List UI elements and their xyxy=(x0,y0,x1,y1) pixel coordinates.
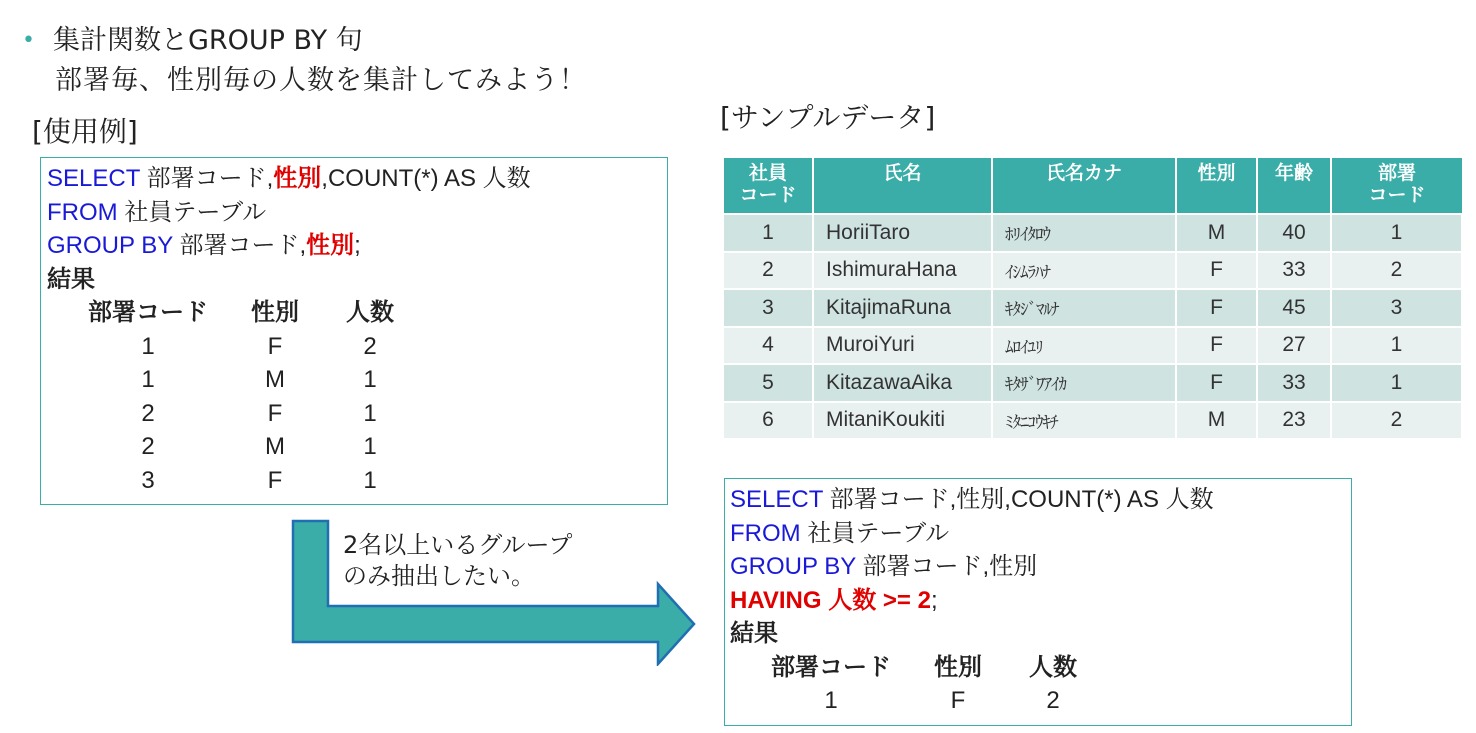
result-cell: 2 xyxy=(141,399,155,427)
sample-header-gender: 性別 xyxy=(1176,158,1257,214)
heading-title xyxy=(22,18,363,57)
cell-kana: ﾐﾀﾆｺｳｷﾁ xyxy=(992,402,1176,440)
result-header-row xyxy=(73,296,413,330)
sql-select-cols-rest: ,COUNT(*) AS 人数 xyxy=(321,165,531,192)
sample-header-name: 氏名 xyxy=(813,158,992,214)
cell-kana: ｷﾀｻﾞﾜｱｲｶ xyxy=(992,364,1176,402)
result-cell: F xyxy=(950,687,966,714)
table-row xyxy=(73,330,413,364)
result-cell: 2 xyxy=(141,433,155,460)
having-code-box xyxy=(724,478,1352,726)
heading-subtitle: 部署毎、性別毎の人数を集計してみよう！ xyxy=(55,65,587,96)
cell-age: 33 xyxy=(1257,364,1331,402)
result-cell: F xyxy=(267,399,283,427)
sql-having-line xyxy=(730,584,1351,618)
sql-having-end: ; xyxy=(930,586,938,614)
sql-keyword-from: FROM xyxy=(730,519,801,547)
result-cell: 1 xyxy=(363,433,377,460)
sql-group-highlight: 性別 xyxy=(306,232,355,259)
sql-group-line xyxy=(47,229,667,263)
result-cell: M xyxy=(265,366,285,393)
bullet-icon: • xyxy=(22,28,35,53)
cell-kana: ｷﾀｼﾞﾏﾙﾅ xyxy=(992,289,1176,327)
sql-select-cols: 部署コード,性別,COUNT(*) AS 人数 xyxy=(822,486,1214,513)
result-cell: 3 xyxy=(141,466,155,494)
table-row xyxy=(73,464,413,498)
table-row xyxy=(756,684,1096,718)
sql-group-cols: 部署コード, xyxy=(172,232,307,259)
sql-keyword-group: GROUP BY xyxy=(730,553,856,580)
table-row xyxy=(73,397,413,431)
sql-select-line xyxy=(730,483,1351,517)
result-cell: 2 xyxy=(1046,687,1060,714)
result-cell: F xyxy=(267,466,283,494)
sample-header-dept-code xyxy=(1331,158,1462,214)
result-cell: M xyxy=(265,433,285,460)
cell-dept-code: 2 xyxy=(1331,402,1462,440)
sample-header-age: 年齢 xyxy=(1257,158,1331,214)
cell-dept-code: 3 xyxy=(1331,289,1462,327)
sql-keyword-from: FROM xyxy=(47,198,118,226)
result-header: 人数 xyxy=(346,299,394,326)
cell-name: IshimuraHana xyxy=(813,252,992,290)
cell-gender: F xyxy=(1176,364,1257,402)
result-cell: 1 xyxy=(363,466,377,494)
arrow-note xyxy=(343,530,572,592)
cell-emp-code: 5 xyxy=(724,364,813,402)
cell-emp-code: 3 xyxy=(724,289,813,327)
cell-name: MuroiYuri xyxy=(813,327,992,365)
sample-header-row xyxy=(724,158,1462,214)
cell-age: 27 xyxy=(1257,327,1331,365)
cell-age: 33 xyxy=(1257,252,1331,290)
sample-label: [サンプルデータ] xyxy=(720,101,936,134)
header-text: 社員 コード xyxy=(739,163,797,206)
table-row xyxy=(724,289,1462,327)
cell-age: 45 xyxy=(1257,289,1331,327)
arrow-note-line: のみ抽出したい。 xyxy=(343,562,535,590)
cell-name: KitazawaAika xyxy=(813,364,992,402)
table-row xyxy=(724,327,1462,365)
sql-group-end: ; xyxy=(354,232,361,259)
sql-select-line xyxy=(47,162,667,196)
title-text: 集計関数とGROUP BY 句 xyxy=(52,25,363,56)
result-header-row xyxy=(756,651,1096,685)
result-cell: 1 xyxy=(363,366,377,393)
result-cell: 1 xyxy=(824,687,838,714)
sample-header-kana: 氏名カナ xyxy=(992,158,1176,214)
sql-group-cols: 部署コード,性別 xyxy=(855,553,1038,580)
cell-dept-code: 1 xyxy=(1331,327,1462,365)
cell-name: MitaniKoukiti xyxy=(813,402,992,440)
sql-having-highlight: HAVING 人数 >= 2 xyxy=(730,586,931,614)
sql-keyword-group: GROUP BY xyxy=(47,232,173,259)
table-row xyxy=(724,214,1462,252)
example-result-table xyxy=(73,296,413,497)
arrow-note-line: 2名以上いるグループ xyxy=(343,531,573,559)
cell-emp-code: 2 xyxy=(724,252,813,290)
table-row xyxy=(73,363,413,397)
cell-gender: M xyxy=(1176,402,1257,440)
cell-gender: M xyxy=(1176,214,1257,252)
table-row xyxy=(724,252,1462,290)
sql-from-table: 社員テーブル xyxy=(800,519,950,547)
cell-name: KitajimaRuna xyxy=(813,289,992,327)
sample-data-table xyxy=(724,158,1463,440)
sample-header-emp-code xyxy=(724,158,813,214)
cell-age: 23 xyxy=(1257,402,1331,440)
cell-kana: ﾎﾘｲﾀﾛｳ xyxy=(992,214,1176,252)
sql-from-line xyxy=(47,196,667,230)
cell-dept-code: 2 xyxy=(1331,252,1462,290)
example-label: [使用例] xyxy=(32,115,138,148)
cell-name: HoriiTaro xyxy=(813,214,992,252)
sql-group-line xyxy=(730,550,1351,584)
cell-gender: F xyxy=(1176,252,1257,290)
header-text: 部署 コード xyxy=(1368,163,1426,206)
result-cell: 1 xyxy=(141,366,155,393)
result-header: 部署コード xyxy=(771,653,891,681)
result-cell: F xyxy=(267,332,283,360)
result-cell: 1 xyxy=(141,332,155,360)
sql-keyword-select: SELECT xyxy=(730,486,823,513)
result-header: 性別 xyxy=(251,299,299,326)
table-row xyxy=(724,402,1462,440)
sql-from-line xyxy=(730,517,1351,551)
sql-keyword-select: SELECT xyxy=(47,165,140,192)
sql-select-highlight: 性別 xyxy=(273,165,322,192)
cell-emp-code: 4 xyxy=(724,327,813,365)
result-header: 性別 xyxy=(934,653,982,681)
cell-kana: ﾑﾛｲﾕﾘ xyxy=(992,327,1176,365)
cell-dept-code: 1 xyxy=(1331,214,1462,252)
example-code-box xyxy=(40,157,668,505)
sql-from-table: 社員テーブル xyxy=(117,198,267,226)
cell-gender: F xyxy=(1176,289,1257,327)
sql-select-cols: 部署コード, xyxy=(139,165,274,192)
result-header: 人数 xyxy=(1029,653,1077,681)
result-header: 部署コード xyxy=(88,299,208,326)
cell-emp-code: 1 xyxy=(724,214,813,252)
having-result-table xyxy=(756,651,1096,718)
cell-age: 40 xyxy=(1257,214,1331,252)
table-row xyxy=(73,430,413,464)
cell-kana: ｲｼﾑﾗﾊﾅ xyxy=(992,252,1176,290)
result-cell: 1 xyxy=(363,399,377,427)
table-row xyxy=(724,364,1462,402)
result-label: 結果 xyxy=(730,620,778,647)
cell-emp-code: 6 xyxy=(724,402,813,440)
result-label: 結果 xyxy=(47,265,95,293)
cell-dept-code: 1 xyxy=(1331,364,1462,402)
result-cell: 2 xyxy=(363,332,377,360)
cell-gender: F xyxy=(1176,327,1257,365)
